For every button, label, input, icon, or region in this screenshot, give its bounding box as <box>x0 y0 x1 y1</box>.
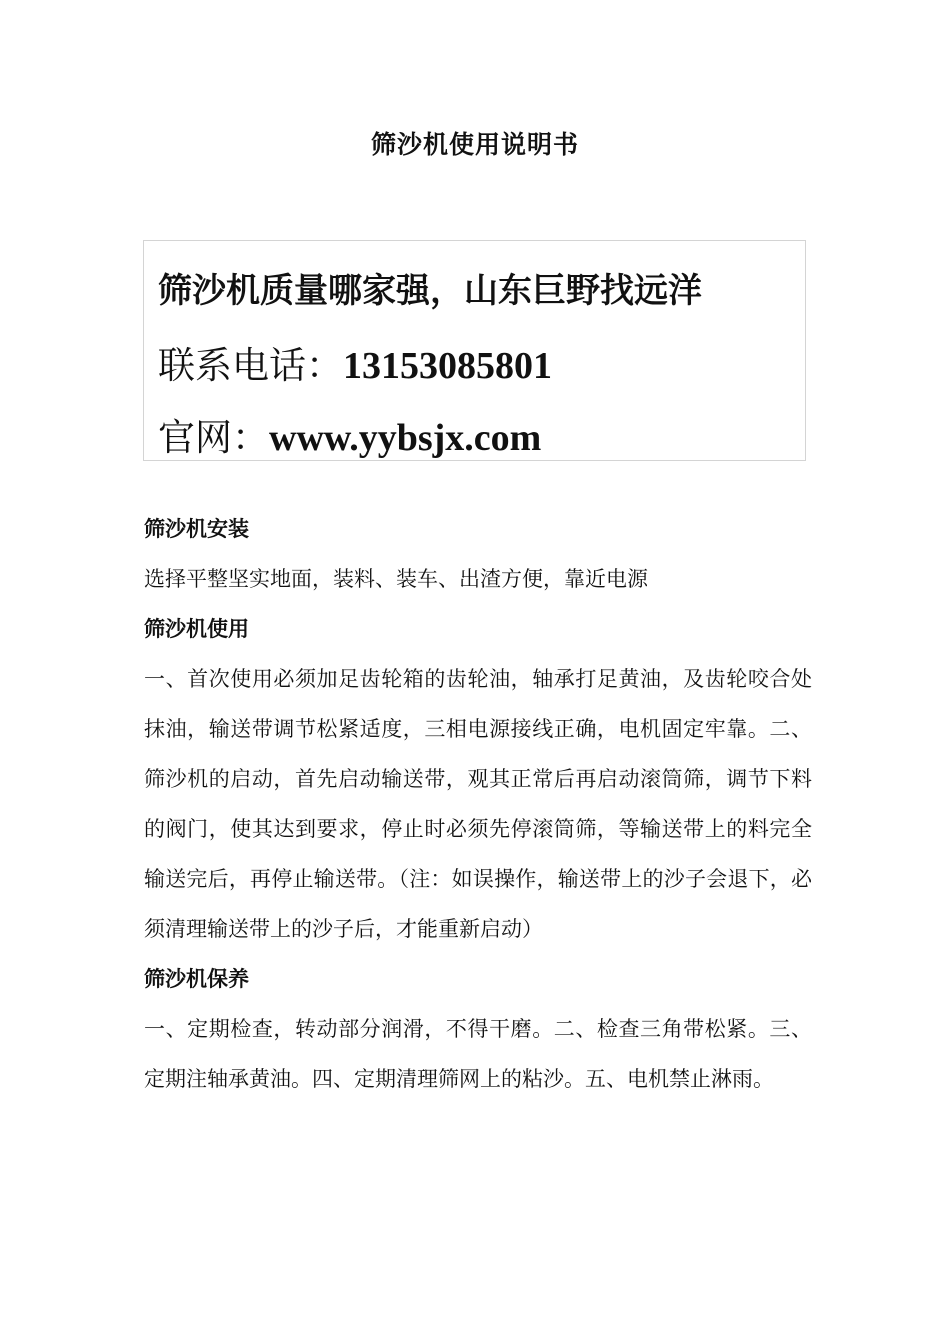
section-heading-usage: 筛沙机使用 <box>144 617 249 641</box>
website-url: www.yybsjx.com <box>269 417 542 459</box>
phone-number: 13153085801 <box>343 345 552 387</box>
section-text-maintenance: 一、定期检查，转动部分润滑，不得干磨。二、检查三角带松紧。三、定期注轴承黄油。四、定期清理筛网上的粘沙。五、电机禁止淋雨。 <box>144 1017 812 1091</box>
section-text-installation: 选择平整坚实地面，装料、装车、出渣方便，靠近电源 <box>144 567 648 591</box>
contact-banner <box>143 240 806 461</box>
section-text-usage: 一、首次使用必须加足齿轮箱的齿轮油，轴承打足黄油，及齿轮咬合处抹油，输送带调节松紧适度，三相电源接线正确，电机固定牢靠。二、筛沙机的启动，首先启动输送带，观其正常后再启动滚筒筛，调节下料的阀门，使其达到要求，停止时必须先停滚筒筛，等输送带上的料完全输送完后，再停止输送带。（注：如误操作，输送带上的沙子会退下，必须清理输送带上的沙子后，才能重新启动） <box>144 667 812 941</box>
banner-phone-line <box>158 335 552 389</box>
section-heading-maintenance: 筛沙机保养 <box>144 967 249 991</box>
banner-headline: 筛沙机质量哪家强，山东巨野找远洋 <box>158 271 702 311</box>
section-heading-installation: 筛沙机安装 <box>144 517 249 541</box>
document-body <box>144 504 812 1104</box>
document-title: 筛沙机使用说明书 <box>370 129 579 159</box>
website-label: 官网： <box>158 416 269 459</box>
phone-label: 联系电话： <box>158 344 343 387</box>
banner-website-line <box>158 407 541 461</box>
